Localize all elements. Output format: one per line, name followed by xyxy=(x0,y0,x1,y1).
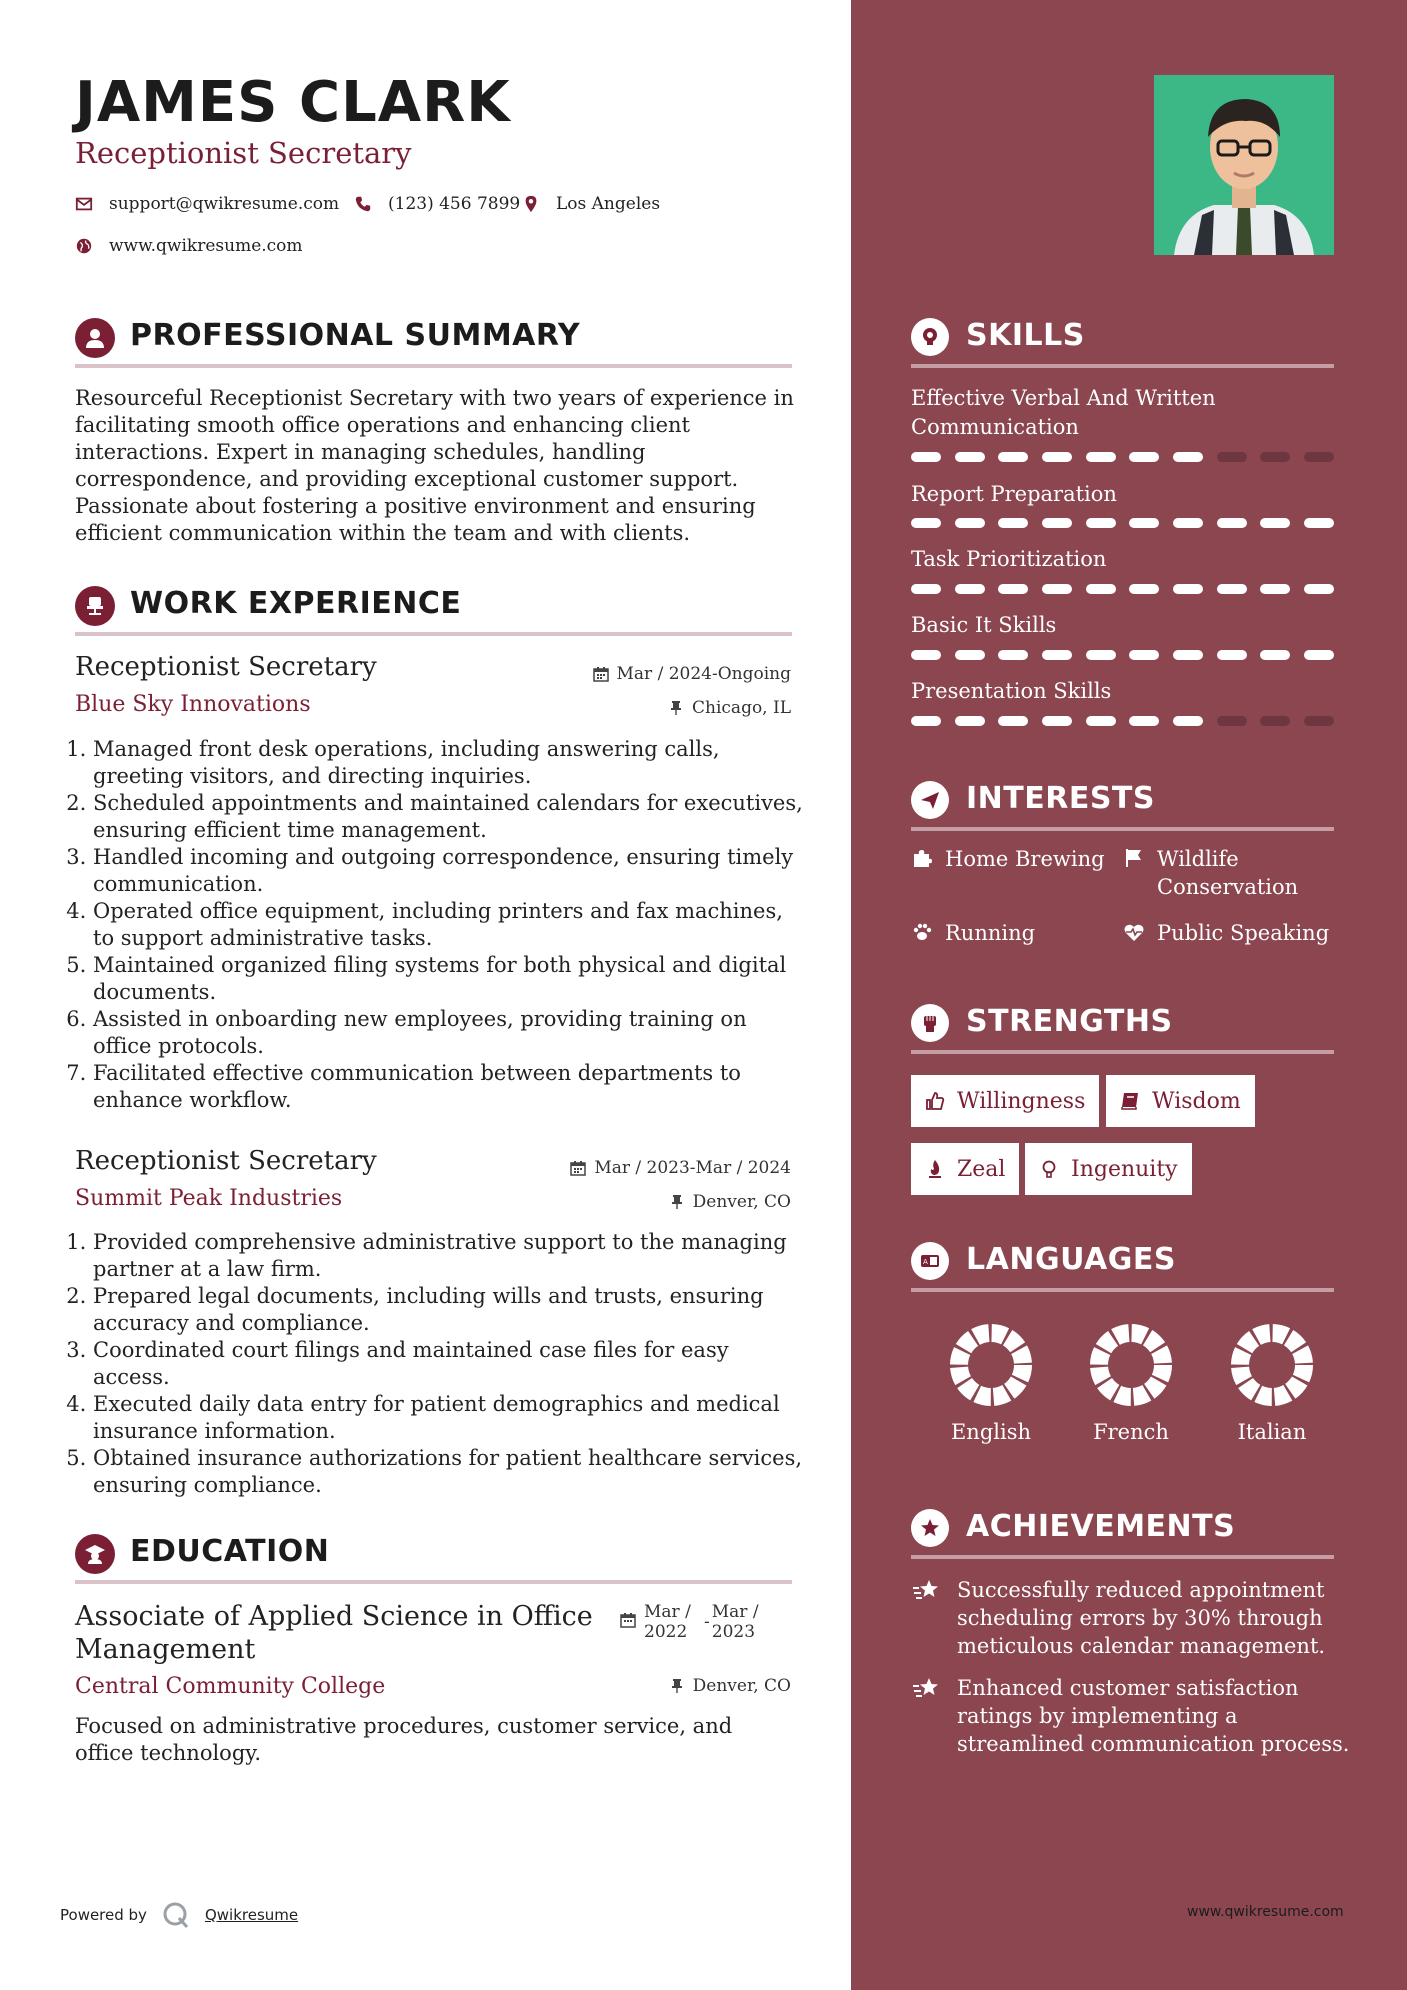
list-item: 1. Provided comprehensive administrative support to the managing partner at a law firm. xyxy=(93,1229,803,1283)
paper-plane-icon xyxy=(911,781,949,819)
skill-dot-filled xyxy=(1217,584,1247,594)
summary-text: Resourceful Receptionist Secretary with two years of experience in facilitating smooth office operations and enhancing client interactions. Expert in managing schedules, handling correspondence, and providing exceptional customer support. Passionate about fostering a positive environment and ensuring efficient communication within the team and with clients. xyxy=(75,386,794,545)
qwikresume-link[interactable]: Qwikresume xyxy=(204,1906,299,1924)
achievement-text: Enhanced customer satisfaction ratings by implementing a streamlined communication process. xyxy=(957,1676,1350,1756)
interests-title: INTERESTS xyxy=(966,781,1155,816)
location-contact xyxy=(522,194,660,214)
powered-by-text: Powered by xyxy=(60,1906,147,1924)
skill-dot-filled xyxy=(955,518,985,528)
skill-dot-empty xyxy=(1260,452,1290,462)
calendar-icon xyxy=(570,1160,586,1176)
candidate-role: Receptionist Secretary xyxy=(75,136,412,170)
map-pin-icon xyxy=(522,195,540,213)
degree-title: Associate of Applied Science in Office Management xyxy=(75,1601,593,1665)
education-location xyxy=(669,1676,791,1696)
powered-by xyxy=(60,1900,298,1930)
pushpin-icon xyxy=(669,1678,685,1694)
skill-dot-filled xyxy=(998,584,1028,594)
company-name: Summit Peak Industries xyxy=(75,1186,343,1211)
skill-dot-filled xyxy=(998,650,1028,660)
list-item: 6. Assisted in onboarding new employees, providing training on office protocols. xyxy=(93,1006,803,1060)
skill-dot-filled xyxy=(1042,716,1072,726)
list-item: 3. Handled incoming and outgoing correspondence, ensuring timely communication. xyxy=(93,844,803,898)
summary-title: PROFESSIONAL SUMMARY xyxy=(130,318,581,353)
globe-icon xyxy=(75,237,93,255)
heartbeat-icon xyxy=(1123,921,1145,943)
education-description: Focused on administrative procedures, customer service, and office technology. xyxy=(75,1714,733,1765)
skill-dot-filled xyxy=(1260,584,1290,594)
job-dates xyxy=(593,664,791,684)
achievement-text: Successfully reduced appointment scheduling errors by 30% through meticulous calendar management. xyxy=(957,1578,1326,1658)
skill-dot-empty xyxy=(1304,452,1334,462)
skill-dot-filled xyxy=(1173,452,1203,462)
skill-dot-filled xyxy=(1086,452,1116,462)
skill-dot-filled xyxy=(1129,716,1159,726)
skill-dot-filled xyxy=(1260,518,1290,528)
skill-dot-filled xyxy=(1042,518,1072,528)
language-ring-icon xyxy=(1229,1322,1315,1408)
paw-icon xyxy=(911,921,933,943)
skill-level-bar xyxy=(911,584,1334,594)
skill-dot-empty xyxy=(1260,716,1290,726)
skill-dot-filled xyxy=(1173,518,1203,528)
skill-dot-filled xyxy=(1217,518,1247,528)
strength-label: Willingness xyxy=(957,1088,1086,1114)
skill-dot-filled xyxy=(1042,452,1072,462)
skill-dot-filled xyxy=(1173,650,1203,660)
language-item xyxy=(936,1322,1046,1444)
interest-item xyxy=(911,845,1111,873)
star-badge-icon xyxy=(911,1509,949,1547)
job-dates-text: Mar / 2023-Mar / 2024 xyxy=(594,1158,791,1178)
strength-tag xyxy=(1106,1075,1255,1127)
svg-text:A: A xyxy=(923,1258,928,1266)
interest-item xyxy=(1123,919,1343,947)
skill-dot-filled xyxy=(1304,650,1334,660)
education-section-header xyxy=(75,1528,792,1584)
skill-dot-filled xyxy=(998,518,1028,528)
summary-section-header xyxy=(75,312,792,368)
skill-dot-empty xyxy=(1217,716,1247,726)
strengths-section-header xyxy=(911,998,1334,1054)
language-name: French xyxy=(1093,1420,1169,1444)
skill-dot-filled xyxy=(1129,650,1159,660)
candidate-name: JAMES CLARK xyxy=(75,70,511,135)
calendar-icon xyxy=(620,1612,636,1628)
language-item xyxy=(1076,1322,1186,1444)
phone-icon xyxy=(354,195,372,213)
skill-dot-filled xyxy=(911,518,941,528)
pushpin-icon xyxy=(668,700,684,716)
graduate-icon xyxy=(75,1534,115,1574)
skill-dot-filled xyxy=(998,452,1028,462)
strength-label: Ingenuity xyxy=(1071,1156,1178,1182)
thumbs-up-icon xyxy=(925,1091,945,1111)
skill-dot-filled xyxy=(1129,584,1159,594)
job-bullets xyxy=(93,736,803,1114)
skill-dot-filled xyxy=(955,584,985,594)
job-title: Receptionist Secretary xyxy=(75,652,377,682)
languages-section-header xyxy=(911,1236,1334,1292)
skill-dot-filled xyxy=(1086,716,1116,726)
job-location-text: Chicago, IL xyxy=(692,698,791,718)
skill-name: Presentation Skills xyxy=(911,679,1112,703)
list-item: 7. Facilitated effective communication between departments to enhance workflow. xyxy=(93,1060,803,1114)
skill-dot-filled xyxy=(1086,584,1116,594)
skill-level-bar xyxy=(911,452,1334,462)
list-item: 5. Obtained insurance authorizations for patient healthcare services, ensuring compliance. xyxy=(93,1445,803,1499)
skill-dot-filled xyxy=(955,716,985,726)
email-text: support@qwikresume.com xyxy=(109,194,340,214)
pushpin-icon xyxy=(669,1194,685,1210)
skill-dot-filled xyxy=(911,716,941,726)
skill-level-bar xyxy=(911,518,1334,528)
website-text: www.qwikresume.com xyxy=(109,236,303,256)
list-item: 2. Prepared legal documents, including wills and trusts, ensuring accuracy and compliance. xyxy=(93,1283,803,1337)
shooting-star-icon xyxy=(911,1576,941,1606)
skill-dot-filled xyxy=(1129,518,1159,528)
strength-label: Zeal xyxy=(957,1156,1006,1182)
job-location xyxy=(668,698,791,718)
user-icon xyxy=(75,318,115,358)
skill-dot-filled xyxy=(1042,650,1072,660)
skill-dot-filled xyxy=(1129,452,1159,462)
fire-icon xyxy=(925,1159,945,1179)
education-title: EDUCATION xyxy=(130,1534,330,1569)
website-contact[interactable] xyxy=(75,236,303,256)
job-bullets xyxy=(93,1229,803,1499)
list-item: 4. Executed daily data entry for patient demographics and medical insurance information. xyxy=(93,1391,803,1445)
puzzle-icon xyxy=(911,847,933,869)
company-name: Blue Sky Innovations xyxy=(75,692,311,717)
job-dates-text: Mar / 2024-Ongoing xyxy=(616,664,791,684)
achievement-item xyxy=(911,1674,1351,1758)
skills-title: SKILLS xyxy=(966,318,1085,353)
interest-label: Running xyxy=(945,921,1036,945)
school-name: Central Community College xyxy=(75,1674,386,1699)
skill-dot-filled xyxy=(955,650,985,660)
language-name: English xyxy=(950,1420,1032,1444)
list-item: 4. Operated office equipment, including printers and fax machines, to support administrative tasks. xyxy=(93,898,803,952)
skill-dot-filled xyxy=(1217,650,1247,660)
achievements-section-header xyxy=(911,1503,1334,1559)
lightbulb-head-icon xyxy=(911,318,949,356)
education-date-separator: - xyxy=(704,1612,710,1632)
list-item: 3. Coordinated court filings and maintained case files for easy access. xyxy=(93,1337,803,1391)
skill-dot-filled xyxy=(1304,518,1334,528)
experience-section-header xyxy=(75,580,792,636)
skill-dot-filled xyxy=(1086,518,1116,528)
skill-dot-filled xyxy=(911,584,941,594)
list-item: 2. Scheduled appointments and maintained calendars for executives, ensuring efficient time management. xyxy=(93,790,803,844)
skill-dot-filled xyxy=(911,650,941,660)
lightbulb-icon xyxy=(1039,1159,1059,1179)
shooting-star-icon xyxy=(911,1674,941,1704)
phone-contact[interactable] xyxy=(354,194,520,214)
skill-name: Task Prioritization xyxy=(911,547,1107,571)
interest-label: Public Speaking xyxy=(1157,921,1330,945)
job-location-text: Denver, CO xyxy=(692,1192,791,1212)
book-icon xyxy=(1120,1091,1140,1111)
interest-item xyxy=(911,919,1111,947)
achievements-title: ACHIEVEMENTS xyxy=(966,1509,1236,1544)
footer-site[interactable]: www.qwikresume.com xyxy=(1187,1904,1344,1920)
profile-photo xyxy=(1154,75,1334,255)
languages-title: LANGUAGES xyxy=(966,1242,1176,1277)
skill-level-bar xyxy=(911,650,1334,660)
education-end: Mar / 2023 xyxy=(711,1602,759,1642)
skill-dot-filled xyxy=(1173,716,1203,726)
job-title: Receptionist Secretary xyxy=(75,1146,377,1176)
strength-tag xyxy=(1025,1143,1192,1195)
achievement-item xyxy=(911,1576,1351,1660)
strength-tag xyxy=(911,1075,1099,1127)
list-item: 5. Maintained organized filing systems for both physical and digital documents. xyxy=(93,952,803,1006)
interest-label: Wildlife Conservation xyxy=(1157,847,1299,899)
education-dates xyxy=(620,1602,772,1642)
skill-name: Report Preparation xyxy=(911,482,1117,506)
strength-label: Wisdom xyxy=(1152,1088,1241,1114)
skill-name: Effective Verbal And Written Communication xyxy=(911,386,1216,439)
language-ring-icon xyxy=(1088,1322,1174,1408)
qwikresume-logo-icon xyxy=(161,1900,191,1930)
skill-dot-filled xyxy=(1086,650,1116,660)
calendar-icon xyxy=(593,666,609,682)
language-ring-icon xyxy=(948,1322,1034,1408)
language-icon xyxy=(911,1242,949,1280)
raised-fist-icon xyxy=(911,1004,949,1042)
education-location-text: Denver, CO xyxy=(692,1676,791,1696)
interest-item xyxy=(1123,845,1323,901)
experience-title: WORK EXPERIENCE xyxy=(130,586,462,621)
interest-label: Home Brewing xyxy=(945,847,1105,871)
skill-dot-filled xyxy=(1042,584,1072,594)
skill-dot-filled xyxy=(1304,584,1334,594)
language-name: Italian xyxy=(1237,1420,1307,1444)
education-start: Mar / 2022 xyxy=(644,1602,691,1642)
flag-icon xyxy=(1123,847,1145,869)
email-contact[interactable] xyxy=(75,194,339,214)
skill-dot-filled xyxy=(911,452,941,462)
skill-dot-filled xyxy=(955,452,985,462)
interests-section-header xyxy=(911,775,1334,831)
strengths-title: STRENGTHS xyxy=(966,1004,1173,1039)
skill-name: Basic It Skills xyxy=(911,613,1057,637)
skills-section-header xyxy=(911,312,1334,368)
office-chair-icon xyxy=(75,586,115,626)
location-text: Los Angeles xyxy=(556,194,661,214)
skill-dot-empty xyxy=(1217,452,1247,462)
job-location xyxy=(669,1192,791,1212)
skill-level-bar xyxy=(911,716,1334,726)
strength-tag xyxy=(911,1143,1019,1195)
skill-dot-filled xyxy=(1173,584,1203,594)
list-item: 1. Managed front desk operations, including answering calls, greeting visitors, and directing inquiries. xyxy=(93,736,803,790)
skill-dot-filled xyxy=(998,716,1028,726)
sidebar xyxy=(851,0,1407,1990)
language-item xyxy=(1217,1322,1327,1444)
skill-dot-filled xyxy=(1260,650,1290,660)
phone-text: (123) 456 7899 xyxy=(388,194,521,214)
job-dates xyxy=(570,1158,791,1178)
envelope-icon xyxy=(75,195,93,213)
skill-dot-empty xyxy=(1304,716,1334,726)
